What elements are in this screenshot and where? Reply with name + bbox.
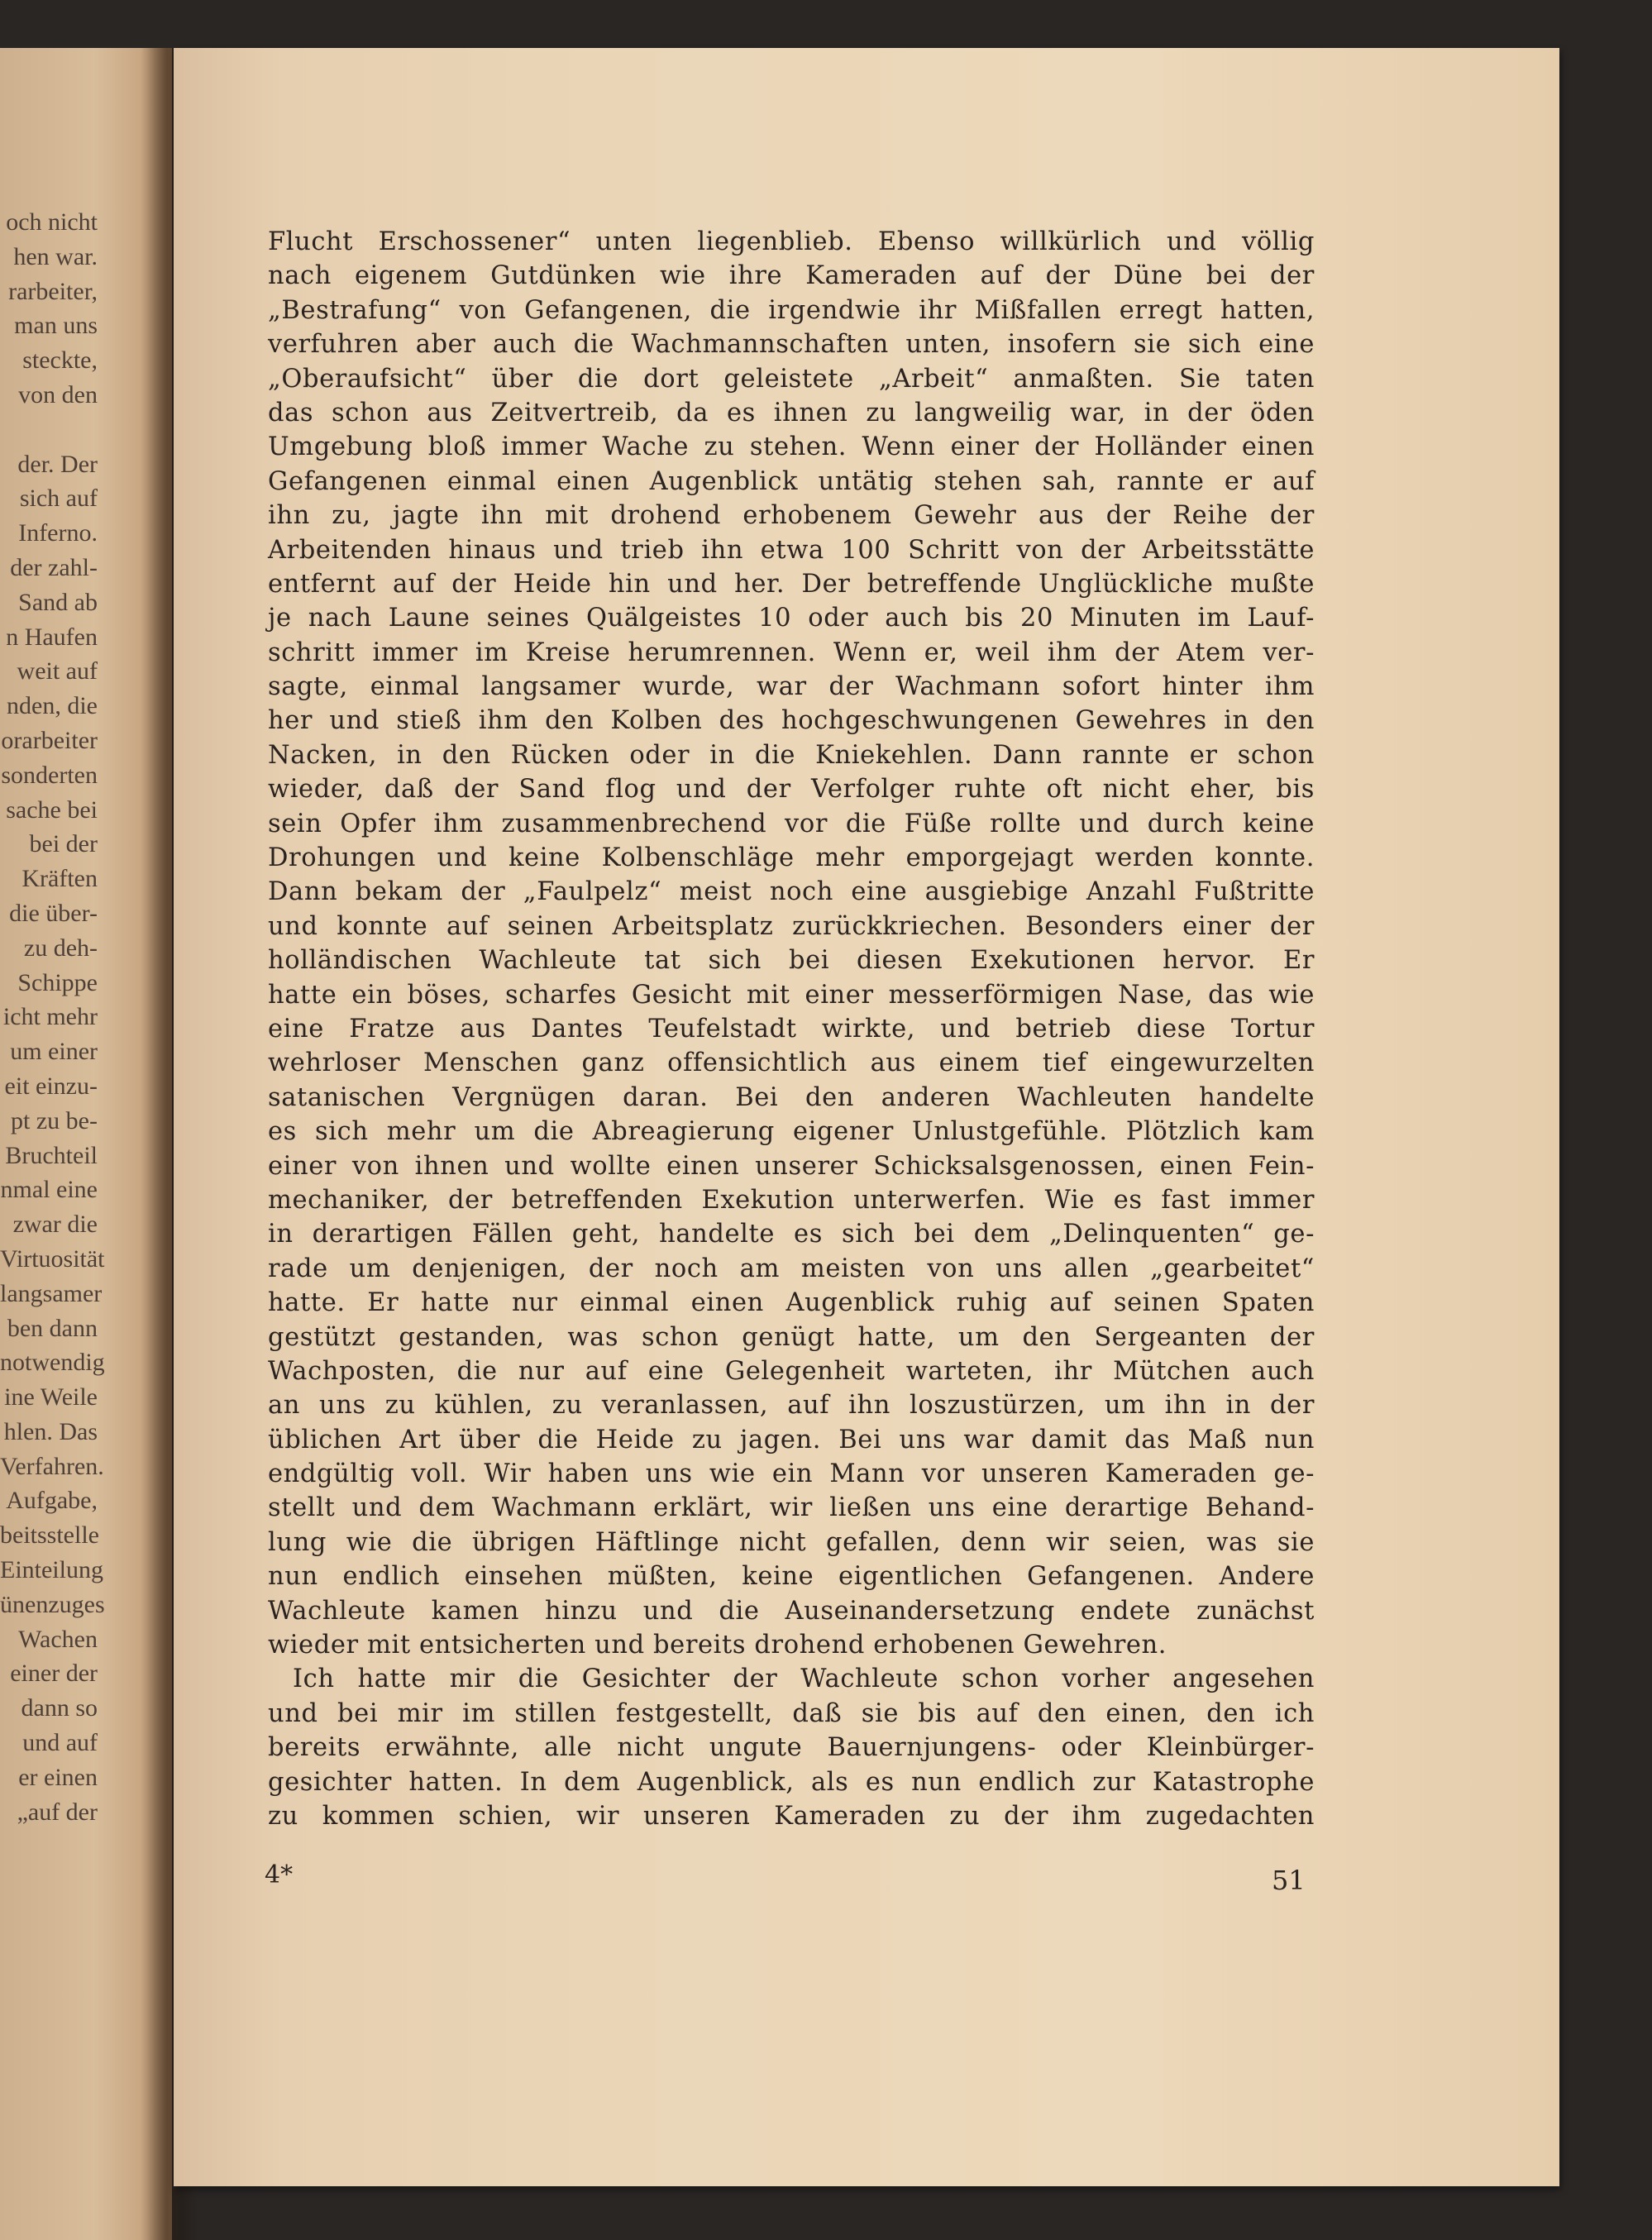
text-line: Gefangenen einmal einen Augenblick untätig stehen sah, rannte er auf xyxy=(268,466,1315,496)
left-page-line xyxy=(0,413,98,447)
text-line: endgültig voll. Wir haben uns wie ein Mann vor unseren Kameraden ge- xyxy=(268,1459,1315,1489)
left-page-line: sache bei xyxy=(6,795,98,824)
left-page-line: „auf der xyxy=(17,1798,98,1826)
text-line: stellt und dem Wachmann erklärt, wir ließen uns eine derartige Behand- xyxy=(268,1493,1315,1523)
left-page-line: rarbeiter, xyxy=(8,277,98,305)
text-line: in derartigen Fällen geht, handelte es sich bei dem „Delinquenten“ ge- xyxy=(268,1220,1315,1249)
text-line: üblichen Art über die Heide zu jagen. Bei uns war damit das Maß nun xyxy=(268,1425,1315,1454)
text-line: rade um denjenigen, der noch am meisten von uns allen „gearbeitet“ xyxy=(268,1254,1315,1283)
left-page-line: Sand ab xyxy=(18,588,98,616)
text-line: je nach Laune seines Quälgeistes 10 oder auch bis 20 Minuten im Lauf- xyxy=(268,604,1315,633)
signature-mark: 4* xyxy=(265,1860,294,1889)
page-body-text xyxy=(268,225,1315,1833)
text-line: holländischen Wachleute tat sich bei diesen Exekutionen hervor. Er xyxy=(268,946,1315,976)
left-page-line: weit auf xyxy=(17,657,98,685)
left-page-line: und auf xyxy=(22,1729,98,1757)
text-line: hatte ein böses, scharfes Gesicht mit einer messerförmigen Nase, das wie xyxy=(268,980,1315,1010)
text-line: Umgebung bloß immer Wache zu stehen. Wenn einer der Holländer einen xyxy=(268,432,1315,462)
text-line: einer von ihnen und wollte einen unserer Schicksalsgenossen, einen Fein- xyxy=(268,1151,1315,1181)
text-line: Arbeitenden hinaus und trieb ihn etwa 100 Schritt von der Arbeitsstätte xyxy=(268,535,1315,565)
left-page-line: Aufgabe, xyxy=(6,1487,98,1515)
text-line: und konnte auf seinen Arbeitsplatz zurückkriechen. Besonders einer der xyxy=(268,911,1315,941)
left-page-line: n Haufen xyxy=(6,623,98,651)
left-page-line: pt zu be- xyxy=(11,1106,98,1134)
text-line: an uns zu kühlen, zu veranlassen, auf ihn loszustürzen, um ihn in der xyxy=(268,1391,1315,1421)
left-page-line: sonderten xyxy=(1,761,98,789)
text-line: lung wie die übrigen Häftlinge nicht gefallen, denn wir seien, was sie xyxy=(268,1527,1315,1557)
left-page-line: beitsstelle xyxy=(0,1521,99,1550)
text-line: es sich mehr um die Abreagierung eigener Unlustgefühle. Plötzlich kam xyxy=(268,1117,1315,1147)
text-line: nun endlich einsehen müßten, keine eigentlichen Gefangenen. Andere xyxy=(268,1562,1315,1592)
left-page-line: Verfahren. xyxy=(0,1452,104,1480)
text-line: „Bestrafung“ von Gefangenen, die irgendwie ihr Mißfallen erregt hatten, xyxy=(268,295,1315,325)
left-page-line: eit einzu- xyxy=(4,1072,98,1100)
left-page-line: er einen xyxy=(18,1763,98,1791)
text-line: ihn zu, jagte ihn mit drohend erhobenem Gewehr aus der Reihe der xyxy=(268,501,1315,531)
left-page-line: zu deh- xyxy=(23,934,98,962)
text-line: Drohungen und keine Kolbenschläge mehr emporgejagt werden konnte. xyxy=(268,843,1315,873)
left-page-line: bei der xyxy=(29,830,98,858)
text-line: wehrloser Menschen ganz offensichtlich aus einem tief eingewurzelten xyxy=(268,1048,1315,1078)
text-line: satanischen Vergnügen daran. Bei den anderen Wachleuten handelte xyxy=(268,1082,1315,1112)
left-page-line: die über- xyxy=(9,899,98,927)
text-line: „Oberaufsicht“ über die dort geleistete „Arbeit“ anmaßten. Sie taten xyxy=(268,364,1315,394)
text-line: Flucht Erschossener“ unten liegenblieb. Ebenso willkürlich und völlig xyxy=(268,227,1315,256)
text-line: Nacken, in den Rücken oder in die Kniekehlen. Dann rannte er schon xyxy=(268,740,1315,770)
left-page-line: langsamer xyxy=(0,1279,103,1307)
left-page-text xyxy=(0,205,105,1829)
text-line: Wachposten, die nur auf eine Gelegenheit warteten, ihr Mütchen auch xyxy=(268,1356,1315,1386)
left-page-line: der zahl- xyxy=(10,553,98,581)
left-page-line: Virtuosität xyxy=(0,1244,105,1273)
text-line: schritt immer im Kreise herumrennen. Wenn er, weil ihm der Atem ver- xyxy=(268,638,1315,667)
left-page-line: Kräften xyxy=(21,865,98,893)
text-line: her und stieß ihm den Kolben des hochgeschwungenen Gewehres in den xyxy=(268,706,1315,736)
text-line: Wachleute kamen hinzu und die Auseinandersetzung endete zunächst xyxy=(268,1596,1315,1626)
text-line: wieder mit entsicherten und bereits drohend erhobenen Gewehren. xyxy=(268,1631,1167,1660)
text-line: wieder, daß der Sand flog und der Verfolger ruhte oft nicht eher, bis xyxy=(268,775,1315,805)
text-line: hatte. Er hatte nur einmal einen Augenblick ruhig auf seinen Spaten xyxy=(268,1288,1315,1318)
text-line: Ich hatte mir die Gesichter der Wachleute schon vorher angesehen xyxy=(293,1664,1315,1694)
left-page-line: von den xyxy=(18,380,98,408)
text-line: bereits erwähnte, alle nicht ungute Bauernjungens- oder Kleinbürger- xyxy=(268,1733,1315,1763)
text-line: gesichter hatten. In dem Augenblick, als es nun endlich zur Katastrophe xyxy=(268,1767,1315,1797)
left-page-line: der. Der xyxy=(17,450,98,478)
left-page-line: sich auf xyxy=(19,485,98,513)
left-page-line: steckte, xyxy=(22,346,98,375)
text-line: sein Opfer ihm zusammenbrechend vor die Füße rollte und durch keine xyxy=(268,809,1315,838)
left-page-line: einer der xyxy=(10,1660,98,1688)
left-page-line: Einteilung xyxy=(0,1556,103,1584)
left-page-line: hen war. xyxy=(13,242,98,270)
text-line: Dann bekam der „Faulpelz“ meist noch eine ausgiebige Anzahl Fußtritte xyxy=(268,877,1315,907)
left-page-line: notwendig xyxy=(0,1349,105,1377)
left-page-line: hlen. Das xyxy=(3,1417,98,1445)
left-page-line: nden, die xyxy=(7,692,98,720)
text-line: sagte, einmal langsamer wurde, war der Wachmann sofort hinter ihm xyxy=(268,672,1315,702)
left-page-line: ine Weile xyxy=(4,1383,98,1411)
left-page-line: ünenzuges xyxy=(0,1590,105,1618)
text-line: verfuhren aber auch die Wachmannschaften unten, insofern sie sich eine xyxy=(268,330,1315,360)
left-page-line: ben dann xyxy=(7,1314,98,1342)
text-line: und bei mir im stillen festgestellt, daß sie bis auf den einen, den ich xyxy=(268,1698,1315,1728)
left-page-line: Inferno. xyxy=(18,519,98,547)
left-page-line: zwar die xyxy=(12,1211,98,1239)
text-line: zu kommen schien, wir unseren Kameraden zu der ihm zugedachten xyxy=(268,1801,1315,1831)
text-line: nach eigenem Gutdünken wie ihre Kameraden auf der Düne bei der xyxy=(268,261,1315,291)
left-page-line: orarbeiter xyxy=(1,726,98,754)
left-page-line: dann so xyxy=(21,1694,98,1722)
text-line: eine Fratze aus Dantes Teufelstadt wirkte, und betrieb diese Tortur xyxy=(268,1014,1315,1044)
left-page-line: Schippe xyxy=(17,968,98,996)
page-number: 51 xyxy=(1272,1865,1306,1896)
left-page-line: um einer xyxy=(10,1038,98,1066)
left-page-line: man uns xyxy=(14,312,98,340)
left-page-line: icht mehr xyxy=(2,1003,98,1031)
text-line: gestützt gestanden, was schon genügt hatte, um den Sergeanten der xyxy=(268,1322,1315,1352)
text-line: das schon aus Zeitvertreib, da es ihnen zu langweilig war, in der öden xyxy=(268,398,1315,427)
left-page-line: nmal eine xyxy=(0,1176,98,1204)
left-page-line: Wachen xyxy=(18,1625,98,1653)
left-page-line: och nicht xyxy=(6,208,98,236)
left-page-line: Bruchteil xyxy=(5,1141,98,1169)
text-line: mechaniker, der betreffenden Exekution unterwerfen. Wie es fast immer xyxy=(268,1185,1315,1215)
text-line: entfernt auf der Heide hin und her. Der betreffende Unglückliche mußte xyxy=(268,569,1315,599)
